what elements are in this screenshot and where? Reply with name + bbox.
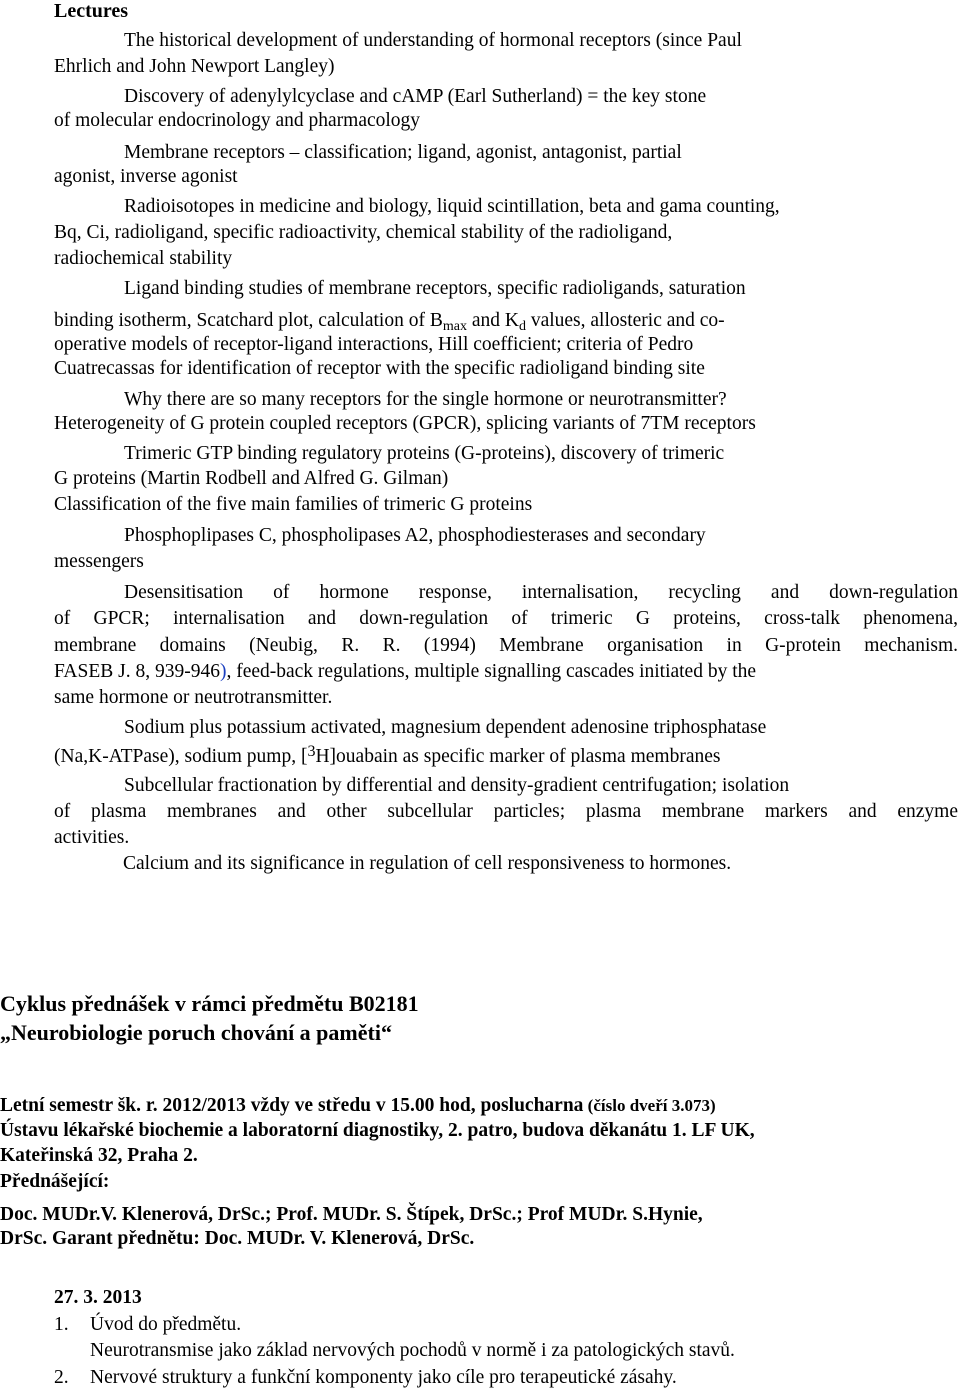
location-line: Kateřinská 32, Praha 2.: [0, 1145, 198, 1166]
paragraph-line: Classification of the five main families of trimeric G proteins: [54, 494, 533, 515]
list-item-title: Úvod do předmětu.: [90, 1314, 242, 1335]
paragraph-line: Radioisotopes in medicine and biology, liquid scintillation, beta and gama counting,: [124, 196, 780, 217]
paragraph-line: [54, 310, 725, 332]
paragraph-line: Why there are so many receptors for the single hormone or neurotransmitter?: [124, 389, 727, 410]
location-line: Ústavu lékařské biochemie a laboratorní diagnostiky, 2. patro, budova děkanátu 1. LF UK,: [0, 1120, 755, 1141]
course-subtitle: „Neurobiologie poruch chování a paměti“: [0, 1020, 392, 1045]
text-span: H]ouabain as specific marker of plasma membranes: [315, 746, 721, 767]
paragraph-line: Desensitisation of hormone response, internalisation, recycling and down-regulation: [124, 582, 958, 603]
text-span: values, allosteric and co-: [525, 310, 725, 331]
text-span: Letní semestr šk. r. 2012/2013 vždy ve středu v 15.00 hod, poslucharna: [0, 1095, 584, 1116]
room-number: (číslo dveří 3.073): [583, 1096, 716, 1115]
paragraph-line: radiochemical stability: [54, 248, 233, 269]
paragraph-line: Sodium plus potassium activated, magnesium dependent adenosine triphosphatase: [124, 717, 767, 738]
text-span: binding isotherm, Scatchard plot, calculation of B: [54, 310, 443, 331]
lecturers-line: DrSc. Garant přednětu: Doc. MUDr. V. Klenerová, DrSc.: [0, 1228, 475, 1249]
lecturers-label: Přednášející:: [0, 1171, 110, 1192]
paragraph-line: agonist, inverse agonist: [54, 166, 238, 187]
paragraph-line: of molecular endocrinology and pharmacology: [54, 110, 421, 131]
paragraph-line: of GPCR; internalisation and down-regulation of trimeric G proteins, cross-talk phenomena,: [54, 608, 958, 629]
superscript-3: 3: [307, 743, 316, 760]
course-title: Cyklus přednášek v rámci předmětu B02181: [0, 991, 419, 1016]
lecturers-line: Doc. MUDr.V. Klenerová, DrSc.; Prof. MUDr. S. Štípek, DrSc.; Prof MUDr. S.Hynie,: [0, 1204, 703, 1225]
paragraph-line: same hormone or neutrotransmitter.: [54, 687, 333, 708]
list-item-number: 2.: [54, 1367, 69, 1388]
paragraph-line: [54, 661, 958, 683]
text-span: [54, 661, 756, 683]
paragraph-line: Ligand binding studies of membrane receptors, specific radioligands, saturation: [124, 278, 746, 299]
lectures-heading: Lectures: [54, 0, 129, 22]
paragraph-line: Phosphoplipases C, phospholipases A2, phosphodiesterases and secondary: [124, 525, 706, 546]
text-span: , feed-back regulations, multiple signalling cascades initiated by the: [226, 661, 757, 682]
semester-info: [0, 1095, 716, 1117]
paragraph-line: Subcellular fractionation by differential and density-gradient centrifugation; isolation: [124, 775, 790, 796]
paragraph-line: Calcium and its significance in regulation of cell responsiveness to hormones.: [123, 853, 732, 874]
text-span: (Na,K-ATPase), sodium pump, [: [54, 746, 308, 767]
paragraph-line: Membrane receptors – classification; ligand, agonist, antagonist, partial: [124, 142, 682, 163]
paragraph-line: [54, 743, 721, 768]
paragraph-line: Heterogeneity of G protein coupled receptors (GPCR), splicing variants of 7TM receptors: [54, 413, 756, 434]
citation-text: FASEB J. 8, 939-946: [54, 661, 220, 682]
paragraph-line: operative models of receptor-ligand interactions, Hill coefficient; criteria of Pedro: [54, 334, 694, 355]
paragraph-line: Trimeric GTP binding regulatory proteins (G-proteins), discovery of trimeric: [124, 443, 725, 464]
paragraph-line: Bq, Ci, radioligand, specific radioactivity, chemical stability of the radioligand,: [54, 222, 673, 243]
citation-link[interactable]: ): [219, 661, 227, 682]
subscript-max: max: [442, 319, 467, 334]
paragraph-line: membrane domains (Neubig, R. R. (1994) Membrane organisation in G-protein mechanism.: [54, 635, 958, 656]
paragraph-line: G proteins (Martin Rodbell and Alfred G. Gilman): [54, 468, 449, 489]
text-span: and K: [466, 310, 519, 331]
subscript-d: d: [518, 319, 526, 334]
paragraph-line: messengers: [54, 551, 144, 572]
paragraph-line: The historical development of understanding of hormonal receptors (since Paul: [124, 30, 742, 51]
lecture-date: 27. 3. 2013: [54, 1287, 142, 1308]
paragraph-line: of plasma membranes and other subcellular particles; plasma membrane markers and enzyme: [54, 801, 958, 822]
paragraph-line: activities.: [54, 827, 130, 848]
list-item-description: Neurotransmise jako základ nervových pochodů v normě i za patologických stavů.: [90, 1340, 735, 1361]
paragraph-line: Discovery of adenylylcyclase and cAMP (Earl Sutherland) = the key stone: [124, 86, 707, 107]
paragraph-line: Ehrlich and John Newport Langley): [54, 56, 335, 77]
paragraph-line: Cuatrecassas for identification of receptor with the specific radioligand binding site: [54, 358, 705, 379]
list-item-title: Nervové struktury a funkční komponenty jako cíle pro terapeutické zásahy.: [90, 1367, 677, 1388]
list-item-number: 1.: [54, 1314, 69, 1335]
